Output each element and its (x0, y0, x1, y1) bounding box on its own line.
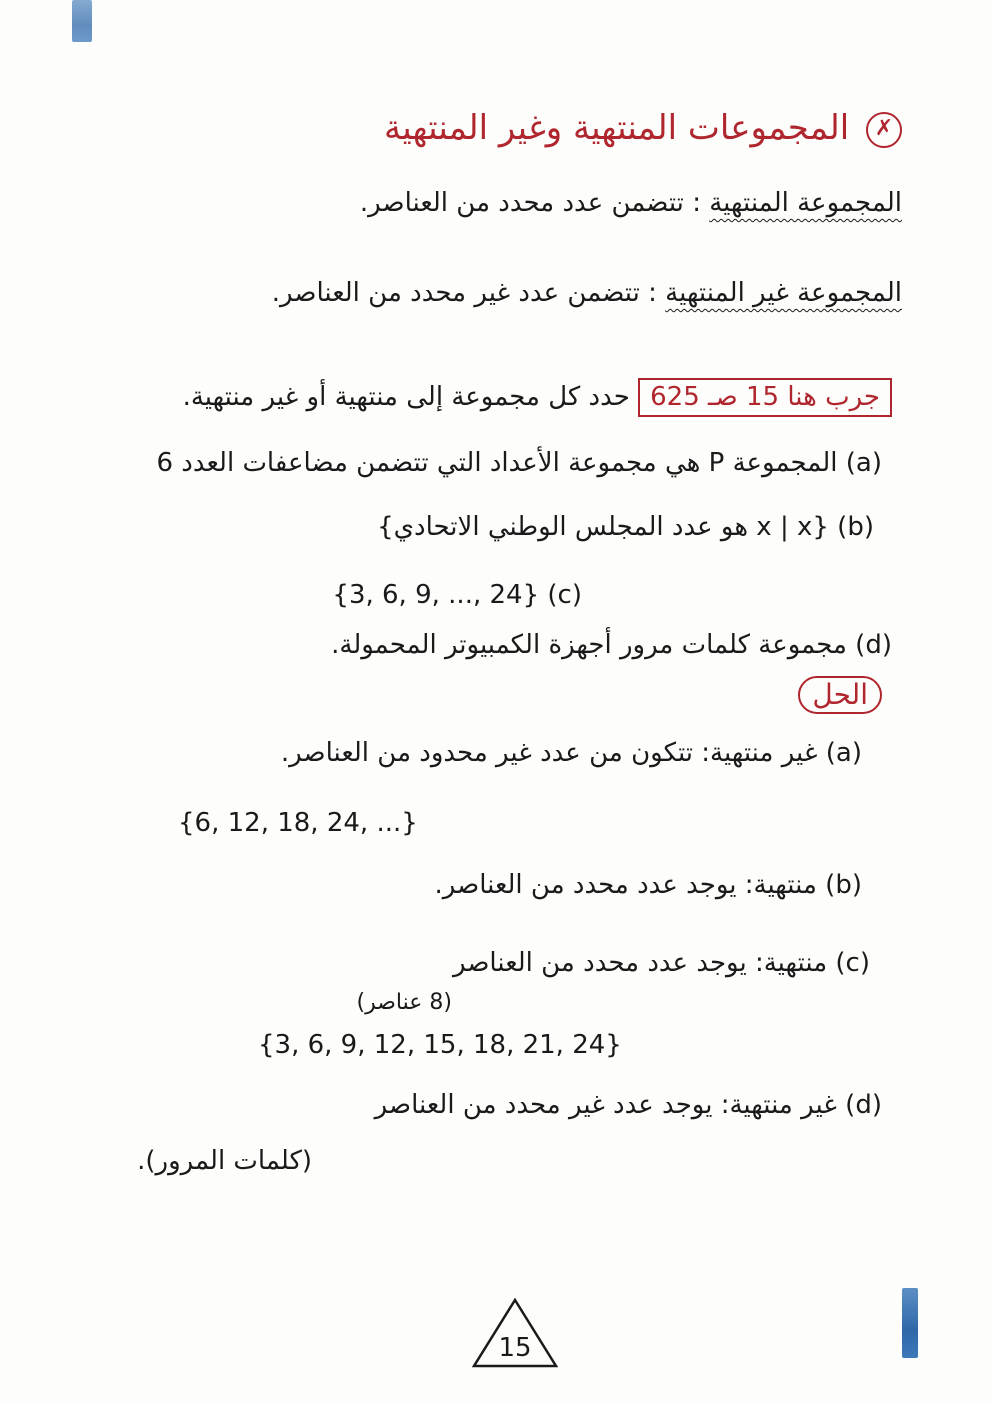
page-title (384, 108, 902, 149)
definition-infinite (272, 278, 902, 309)
solution-item-b: (b) منتهية: يوجد عدد محدد من العناصر. (434, 870, 862, 900)
exercise-box-label: جرب هنا 15 صـ 625 (638, 378, 892, 417)
solution-item-c-set: {3, 6, 9, 12, 15, 18, 21, 24} (258, 1030, 622, 1060)
scan-edge-bottom (902, 1288, 918, 1358)
exercise-item-a: (a) المجموعة P هي مجموعة الأعداد التي تتضمن مضاعفات العدد 6 (156, 448, 882, 478)
solution-label-row (798, 676, 882, 714)
solution-item-c-note: (8 عناصر) (356, 990, 452, 1015)
definition-finite (360, 188, 902, 219)
exercise-item-c-label: (c) (547, 580, 582, 610)
solution-item-c: (c) منتهية: يوجد عدد محدد من العناصر (453, 948, 870, 978)
solution-item-a-set: {6, 12, 18, 24, ...} (178, 808, 418, 838)
exercise-item-c-set: {3, 6, 9, ..., 24} (332, 580, 540, 610)
exercise-item-d: (d) مجموعة كلمات مرور أجهزة الكمبيوتر المحمولة. (331, 630, 892, 660)
page-number: 15 (498, 1333, 532, 1363)
solution-item-a: (a) غير منتهية: تتكون من عدد غير محدود من العناصر. (280, 738, 862, 768)
exercise-instruction: حدد كل مجموعة إلى منتهية أو غير منتهية. (182, 382, 630, 412)
exercise-header (183, 378, 892, 417)
scan-edge-top (72, 0, 92, 42)
exercise-item-c (332, 580, 582, 611)
finite-term: المجموعة المنتهية (709, 188, 902, 218)
star-mark-icon: ✗ (866, 112, 902, 148)
infinite-term: المجموعة غير المنتهية (665, 278, 902, 308)
solution-label: الحل (798, 676, 882, 714)
solution-item-d-note: (كلمات المرور). (137, 1146, 312, 1176)
exercise-item-b-set: {x | x هو عدد المجلس الوطني الاتحادي} (377, 512, 829, 542)
solution-item-d: (d) غير منتهية: يوجد عدد غير محدد من العناصر (374, 1090, 882, 1120)
exercise-item-b (377, 512, 874, 543)
finite-desc: : تتضمن عدد محدد من العناصر. (359, 188, 701, 218)
exercise-item-b-label: (b) (837, 512, 874, 542)
title-text: المجموعات المنتهية وغير المنتهية (383, 108, 850, 148)
infinite-desc: : تتضمن عدد غير محدد من العناصر. (271, 278, 657, 308)
page-number-triangle (470, 1296, 560, 1370)
